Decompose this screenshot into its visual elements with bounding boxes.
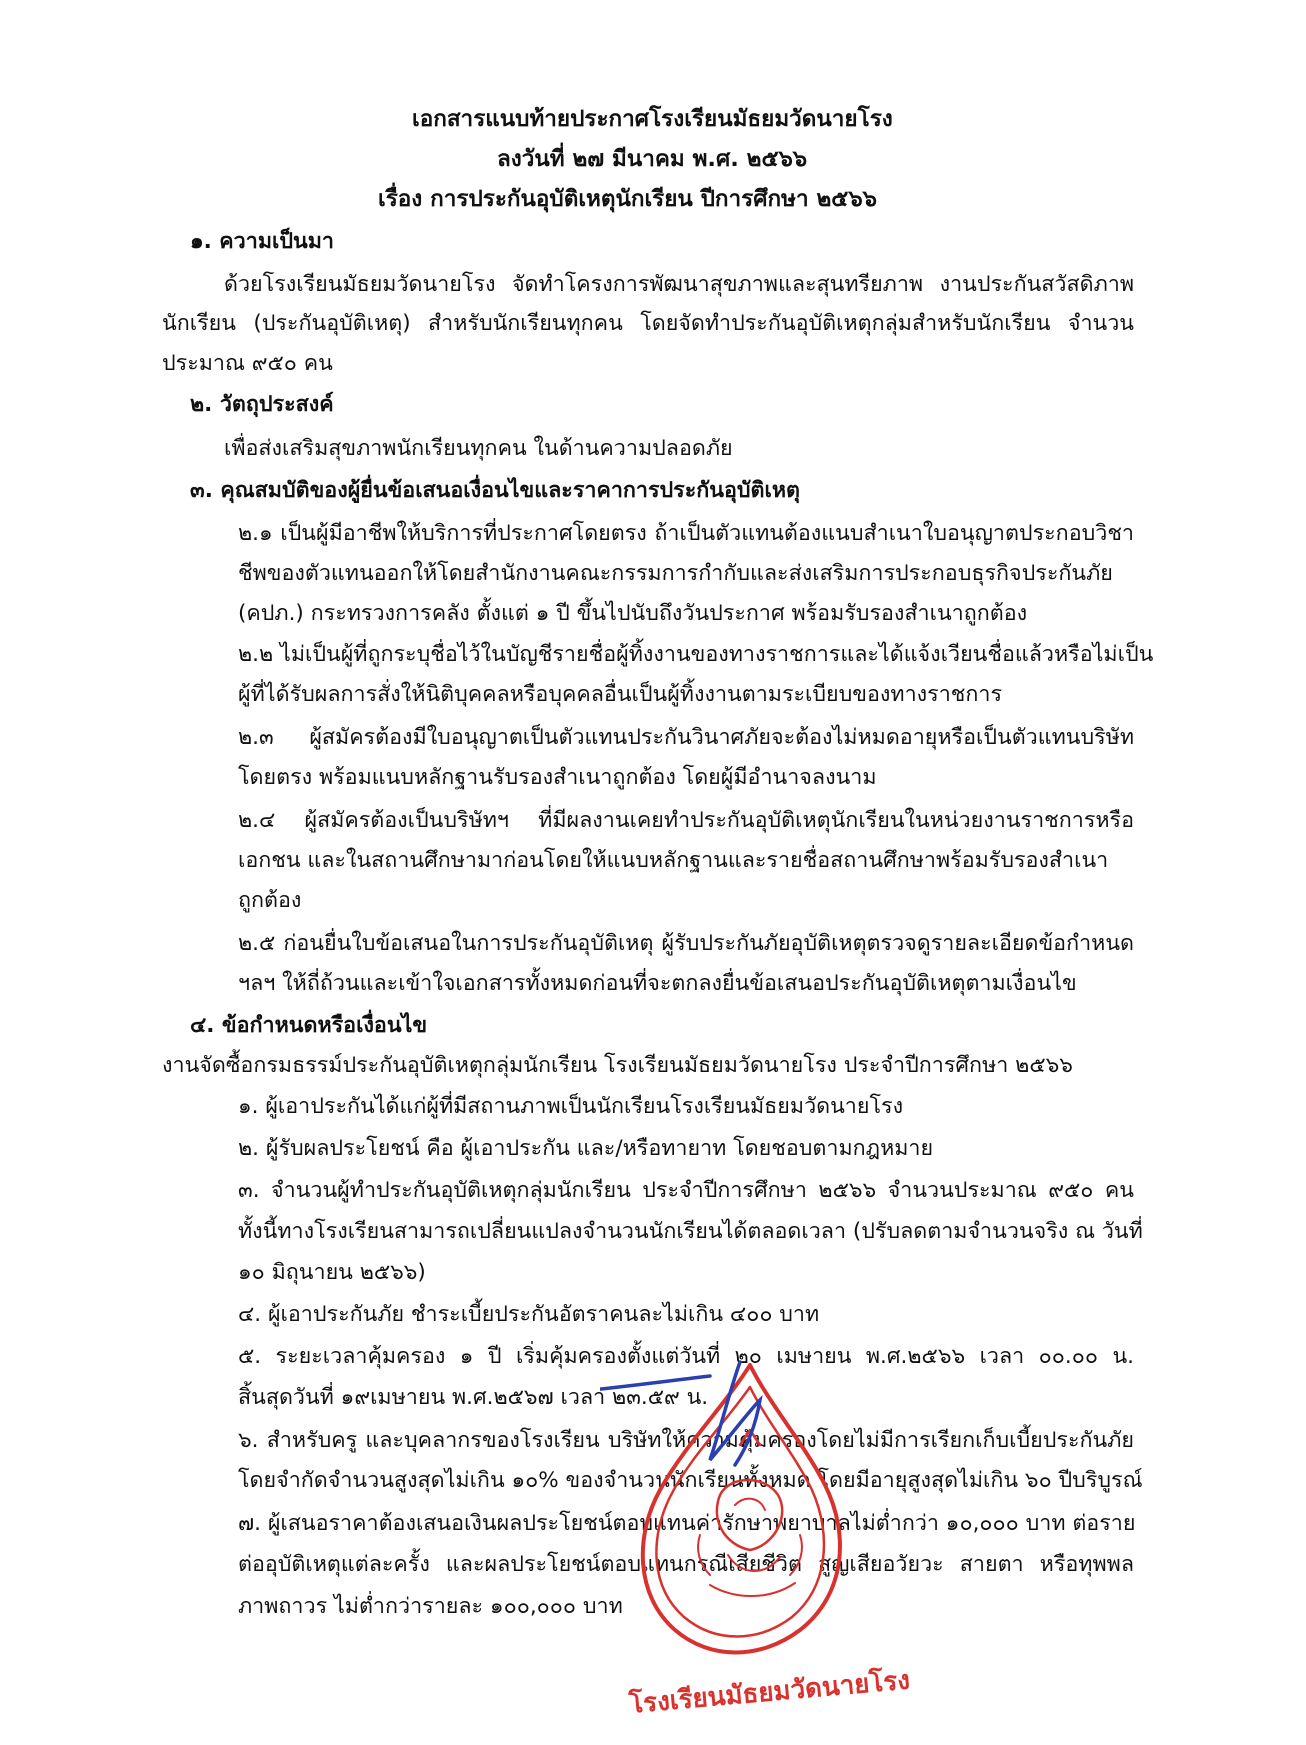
- doc-title-subject: เรื่อง การประกันอุบัติเหตุนักเรียน ปีการศึกษา ๒๕๖๖: [378, 186, 877, 212]
- section-3-line: ๒.๓ ผู้สมัครต้องมีใบอนุญาตเป็นตัวแทนประกันวินาศภัยจะต้องไม่หมดอายุหรือเป็นตัวแทนบริษัท: [238, 725, 1134, 750]
- section-3-heading: ๓. คุณสมบัติของผู้ยื่นข้อเสนอเงื่อนไขและราคาการประกันอุบัติเหตุ: [190, 478, 800, 503]
- section-4-line: งานจัดซื้อกรมธรรม์ประกันอุบัติเหตุกลุ่มนักเรียน โรงเรียนมัธยมวัดนายโรง ประจำปีการศึกษา ๒๕๖๖: [162, 1053, 1073, 1078]
- section-2-line: เพื่อส่งเสริมสุขภาพนักเรียนทุกคน ในด้านความปลอดภัย: [224, 436, 733, 461]
- section-3-line: ๒.๔ ผู้สมัครต้องเป็นบริษัทฯ ที่มีผลงานเคยทำประกันอุบัติเหตุนักเรียนในหน่วยงานราชการหรือ: [238, 808, 1134, 833]
- doc-title-date: ลงวันที่ ๒๗ มีนาคม พ.ศ. ๒๕๖๖: [497, 146, 808, 172]
- section-3-line: (คปภ.) กระทรวงการคลัง ตั้งแต่ ๑ ปี ขึ้นไปนับถึงวันประกาศ พร้อมรับรองสำเนาถูกต้อง: [238, 601, 1028, 626]
- section-1-line: ด้วยโรงเรียนมัธยมวัดนายโรง จัดทำโครงการพัฒนาสุขภาพและสุนทรียภาพ งานประกันสวัสดิภาพ: [224, 272, 1134, 297]
- section-3-line: เอกชน และในสถานศึกษามาก่อนโดยให้แนบหลักฐานและรายชื่อสถานศึกษาพร้อมรับรองสำเนา: [238, 848, 1109, 873]
- doc-title-line1: เอกสารแนบท้ายประกาศโรงเรียนมัธยมวัดนายโรง: [412, 106, 893, 132]
- section-3-line: ๒.๒ ไม่เป็นผู้ที่ถูกระบุชื่อไว้ในบัญชีรายชื่อผู้ทิ้งงานของทางราชการและได้แจ้งเวียนชื่อแล้วหรือไม่เป็น: [238, 642, 1154, 667]
- section-4-line: สิ้นสุดวันที่ ๑๙เมษายน พ.ศ.๒๕๖๗ เวลา ๒๓.๕๙ น.: [238, 1385, 709, 1410]
- section-4-line: ๓. จำนวนผู้ทำประกันอุบัติเหตุกลุ่มนักเรียน ประจำปีการศึกษา ๒๕๖๖ จำนวนประมาณ ๙๕๐ คน: [238, 1178, 1134, 1203]
- section-4-line: ภาพถาวร ไม่ต่ำกว่ารายละ ๑๐๐,๐๐๐ บาท: [238, 1594, 623, 1619]
- section-4-line: ๗. ผู้เสนอราคาต้องเสนอเงินผลประโยชน์ตอบแทนค่ารักษาพยาบาลไม่ต่ำกว่า ๑๐,๐๐๐ บาท ต่อราย: [238, 1511, 1136, 1536]
- section-1-line: ประมาณ ๙๕๐ คน: [162, 351, 333, 376]
- section-3-line: ๒.๑ เป็นผู้มีอาชีพให้บริการที่ประกาศโดยตรง ถ้าเป็นตัวแทนต้องแนบสำเนาใบอนุญาตประกอบวิชา: [238, 521, 1134, 546]
- section-3-line: ชีพของตัวแทนออกให้โดยสำนักงานคณะกรรมการกำกับและส่งเสริมการประกอบธุรกิจประกันภัย: [238, 561, 1113, 586]
- section-4-line: ทั้งนี้ทางโรงเรียนสามารถเปลี่ยนแปลงจำนวนนักเรียนได้ตลอดเวลา (ปรับลดตามจำนวนจริง ณ วันที่: [238, 1219, 1143, 1244]
- section-3-line: ถูกต้อง: [238, 888, 302, 913]
- section-4-line: ๕. ระยะเวลาคุ้มครอง ๑ ปี เริ่มคุ้มครองตั้งแต่วันที่ ๒๐ เมษายน พ.ศ.๒๕๖๖ เวลา ๐๐.๐๐ น.: [238, 1344, 1134, 1369]
- seal-caption: โรงเรียนมัธยมวัดนายโรง: [628, 1665, 912, 1720]
- section-3-line: ๒.๕ ก่อนยื่นใบข้อเสนอในการประกันอุบัติเหตุ ผู้รับประกันภัยอุบัติเหตุตรวจดูรายละเอียดข้อกำหนด: [238, 931, 1134, 956]
- section-3-line: โดยตรง พร้อมแนบหลักฐานรับรองสำเนาถูกต้อง โดยผู้มีอำนาจลงนาม: [238, 765, 877, 790]
- section-2-heading: ๒. วัตถุประสงค์: [190, 392, 334, 417]
- section-4-line: ๔. ผู้เอาประกันภัย ชำระเบี้ยประกันอัตราคนละไม่เกิน ๔๐๐ บาท: [238, 1302, 820, 1327]
- section-1-heading: ๑. ความเป็นมา: [190, 229, 334, 254]
- section-1-line: นักเรียน (ประกันอุบัติเหตุ) สำหรับนักเรียนทุกคน โดยจัดทำประกันอุบัติเหตุกลุ่มสำหรับนักเรียน จำนวน: [162, 311, 1134, 336]
- section-4-heading: ๔. ข้อกำหนดหรือเงื่อนไข: [190, 1013, 428, 1038]
- section-4-line: ๖. สำหรับครู และบุคลากรของโรงเรียน บริษัทให้ความคุ้มครองโดยไม่มีการเรียกเก็บเบี้ยประกันภัย: [238, 1428, 1134, 1453]
- section-3-line: ฯลฯ ให้ถี่ถ้วนและเข้าใจเอกสารทั้งหมดก่อนที่จะตกลงยื่นข้อเสนอประกันอุบัติเหตุตามเงื่อนไข: [238, 971, 1077, 996]
- section-4-line: ๒. ผู้รับผลประโยชน์ คือ ผู้เอาประกัน และ/หรือทายาท โดยชอบตามกฎหมาย: [238, 1136, 934, 1161]
- section-4-line: ๑๐ มิถุนายน ๒๕๖๖): [238, 1260, 426, 1285]
- section-3-line: ผู้ที่ได้รับผลการสั่งให้นิติบุคคลหรือบุคคลอื่นเป็นผู้ทิ้งงานตามระเบียบของทางราชการ: [238, 682, 1002, 707]
- section-4-line: ต่ออุบัติเหตุแต่ละครั้ง และผลประโยชน์ตอบแทนกรณีเสียชีวิต สูญเสียอวัยวะ สายตา หรือทุพพล: [238, 1552, 1134, 1577]
- section-4-line: ๑. ผู้เอาประกันได้แก่ผู้ที่มีสถานภาพเป็นนักเรียนโรงเรียนมัธยมวัดนายโรง: [238, 1094, 904, 1119]
- section-4-line: โดยจำกัดจำนวนสูงสุดไม่เกิน ๑๐% ของจำนวนนักเรียนทั้งหมด โดยมีอายุสูงสุดไม่เกิน ๖๐ ปีบริบูรณ์: [238, 1468, 1143, 1493]
